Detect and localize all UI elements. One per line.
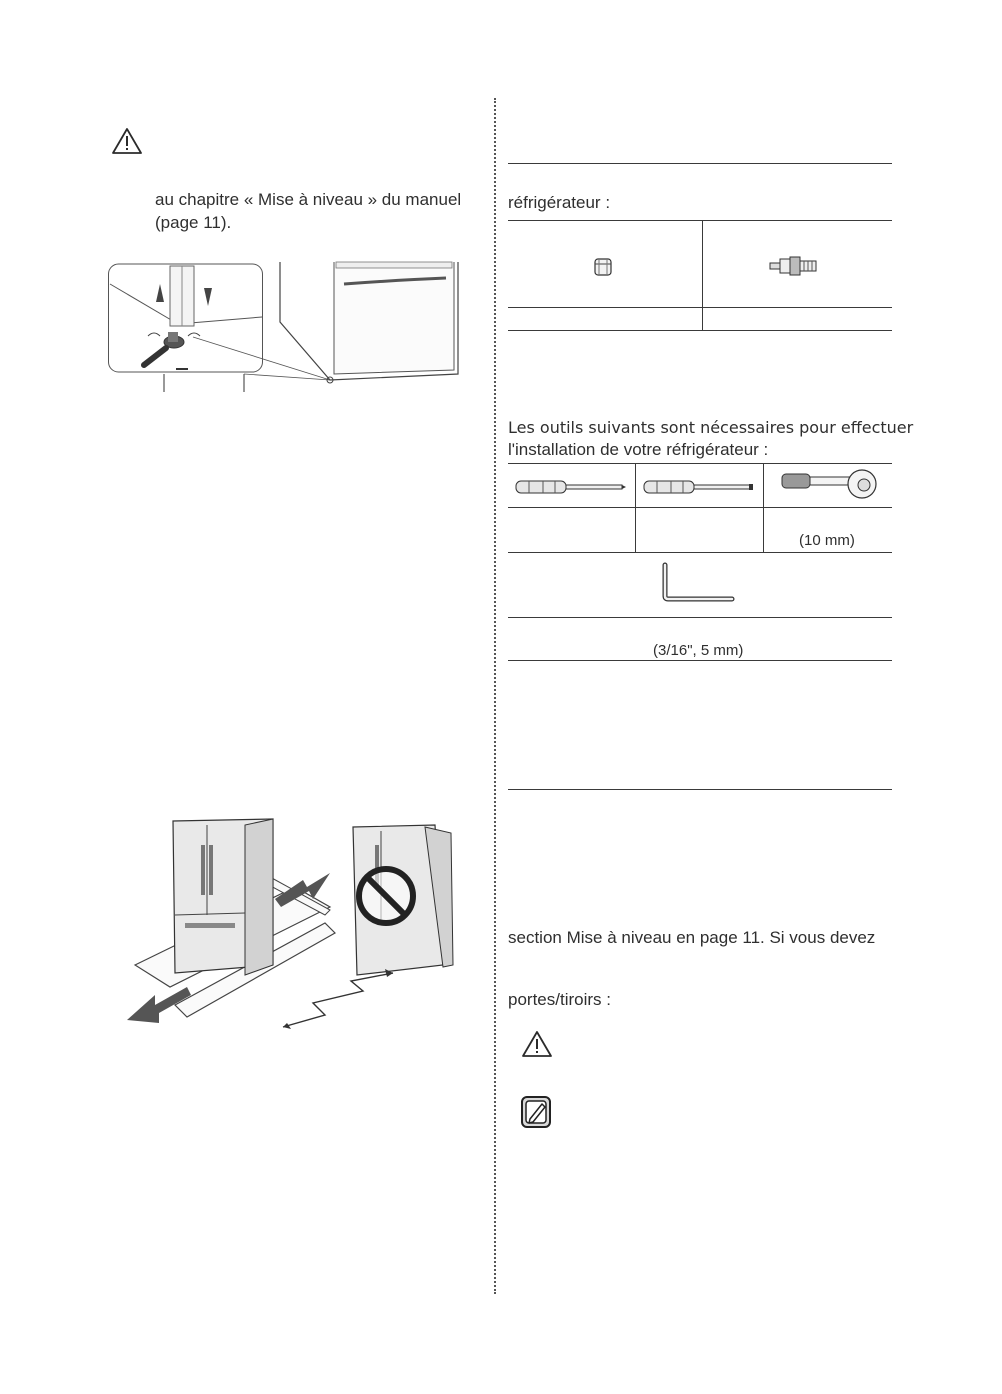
tools-table-bottom <box>508 660 892 661</box>
fitting-part-icon <box>768 255 820 277</box>
tools-row-2 <box>508 552 892 553</box>
phillips-screwdriver-icon <box>515 478 627 496</box>
nut-part-icon <box>593 256 613 278</box>
tools-table-top <box>508 463 892 464</box>
tools-intro-line-1: Les outils suivants sont nécessaires pour effectuer <box>508 418 914 437</box>
flat-screwdriver-icon <box>643 478 755 496</box>
parts-table-mid <box>508 307 892 308</box>
parts-intro-text: réfrigérateur : <box>508 193 611 212</box>
level-instruction-line-2: (page 11). <box>155 213 232 232</box>
hex-key-size-label: (3/16", 5 mm) <box>653 642 744 659</box>
parts-table-bottom <box>508 330 892 331</box>
warning-icon <box>521 1030 553 1058</box>
tools-intro-line-2: l'installation de votre réfrigérateur : <box>508 440 769 459</box>
socket-wrench-icon <box>780 468 880 500</box>
section-rule <box>508 163 892 164</box>
socket-size-label: (10 mm) <box>799 532 855 549</box>
prohibited-icon <box>355 865 417 927</box>
doors-drawers-text: portes/tiroirs : <box>508 990 611 1009</box>
tools-row-1 <box>508 507 892 508</box>
note-icon <box>520 1095 552 1129</box>
section-rule-2 <box>508 789 892 790</box>
leveling-foot-illustration <box>108 262 463 392</box>
warning-icon <box>111 127 143 155</box>
hex-key-icon <box>662 563 736 601</box>
parts-table-top <box>508 220 892 221</box>
level-section-text: section Mise à niveau en page 11. Si vous devez <box>508 928 876 947</box>
level-instruction-line-1: au chapitre « Mise à niveau » du manuel <box>155 190 462 209</box>
column-divider <box>494 98 496 1294</box>
hex-row-rule <box>508 617 892 618</box>
parts-table-divider <box>702 220 703 330</box>
